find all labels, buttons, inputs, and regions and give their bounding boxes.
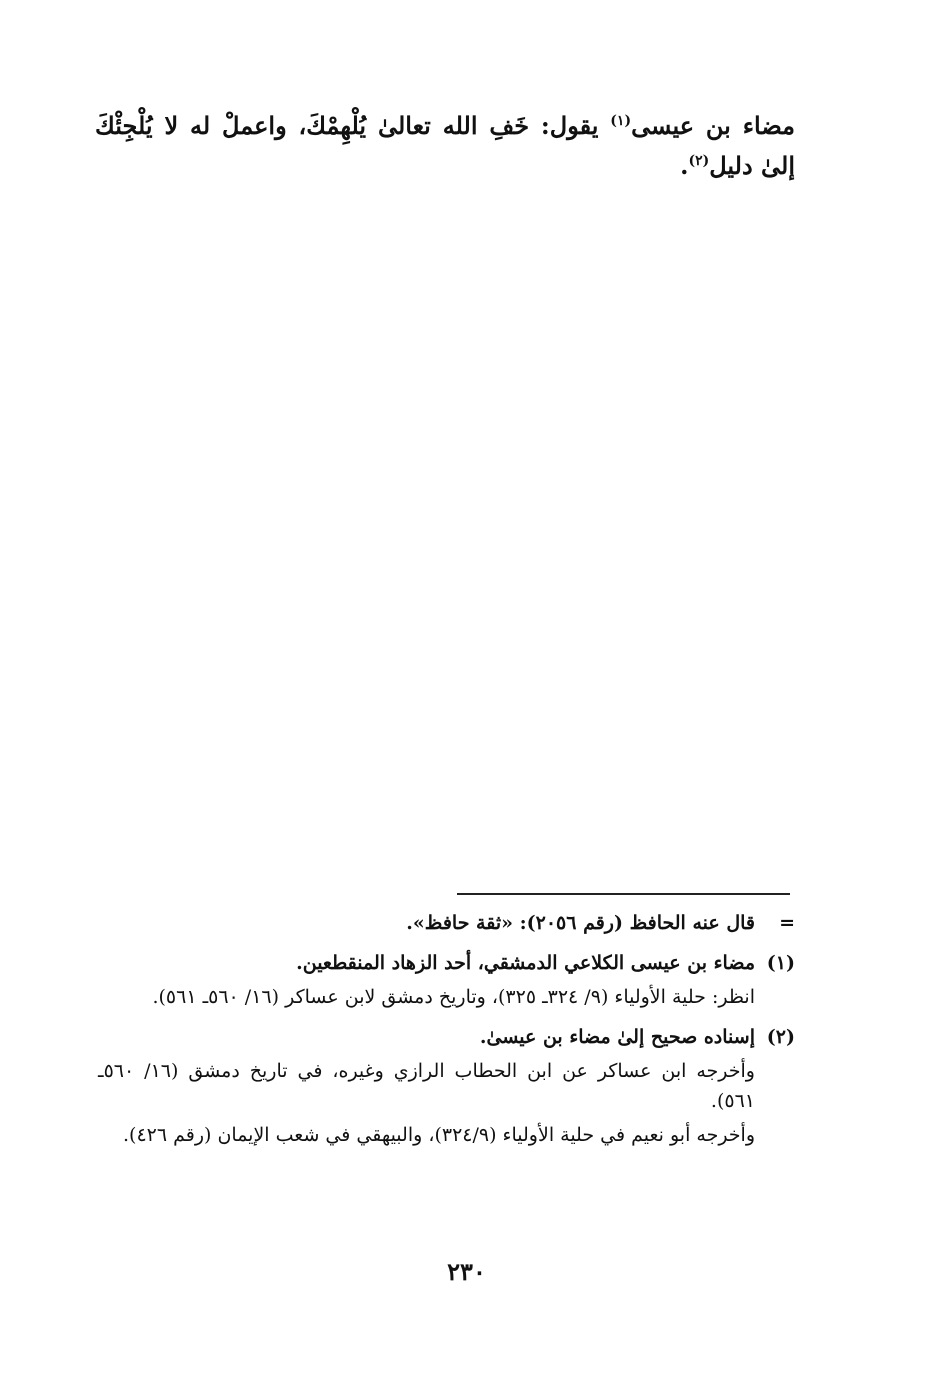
footnote-ref-2[interactable]: (٢)	[688, 153, 710, 169]
footnote-continuation-text: قال عنه الحافظ (رقم ٢٠٥٦): «ثقة حافظ».	[406, 912, 755, 934]
footnote-2	[98, 1022, 795, 1154]
footnote-2-line2: وأخرجه ابن عساكر عن ابن الحطاب الرازي وغيره، في تاريخ دمشق (١٦/ ٥٦٠ـ ٥٦١).	[98, 1060, 755, 1112]
main-text-part1: مضاء بن عيسى	[631, 111, 795, 140]
main-text-part2: يقول: خَفِ الله تعالىٰ يُلْهِمْكَ، واعملْ له لا يُلْجِئْكَ إلىٰ دليل	[95, 111, 795, 180]
main-text-end: .	[680, 151, 689, 180]
footnote-2-line1: إسناده صحيح إلىٰ مضاء بن عيسىٰ.	[479, 1026, 755, 1048]
footnote-2-line3: وأخرجه أبو نعيم في حلية الأولياء (٣٢٤/٩)، والبيهقي في شعب الإيمان (رقم ٤٢٦).	[122, 1124, 755, 1146]
footnote-1	[98, 948, 795, 1016]
footnote-ref-1[interactable]: (١)	[610, 113, 632, 129]
footnote-continuation-marker: =	[779, 912, 795, 934]
footnote-2-marker: (٢)	[766, 1026, 795, 1048]
footnote-1-marker: (١)	[766, 952, 795, 974]
footnote-1-line2: انظر: حلية الأولياء (٩/ ٣٢٤ـ ٣٢٥)، وتاريخ دمشق لابن عساكر (١٦/ ٥٦٠ـ ٥٦١).	[152, 986, 755, 1008]
footnote-separator	[457, 893, 790, 895]
footnotes	[98, 908, 795, 1160]
footnote-continuation	[98, 908, 795, 942]
main-text	[95, 106, 795, 186]
page-number: ٢٣٠	[447, 1257, 486, 1286]
footnote-1-line1: مضاء بن عيسى الكلاعي الدمشقي، أحد الزهاد المنقطعين.	[296, 952, 755, 974]
